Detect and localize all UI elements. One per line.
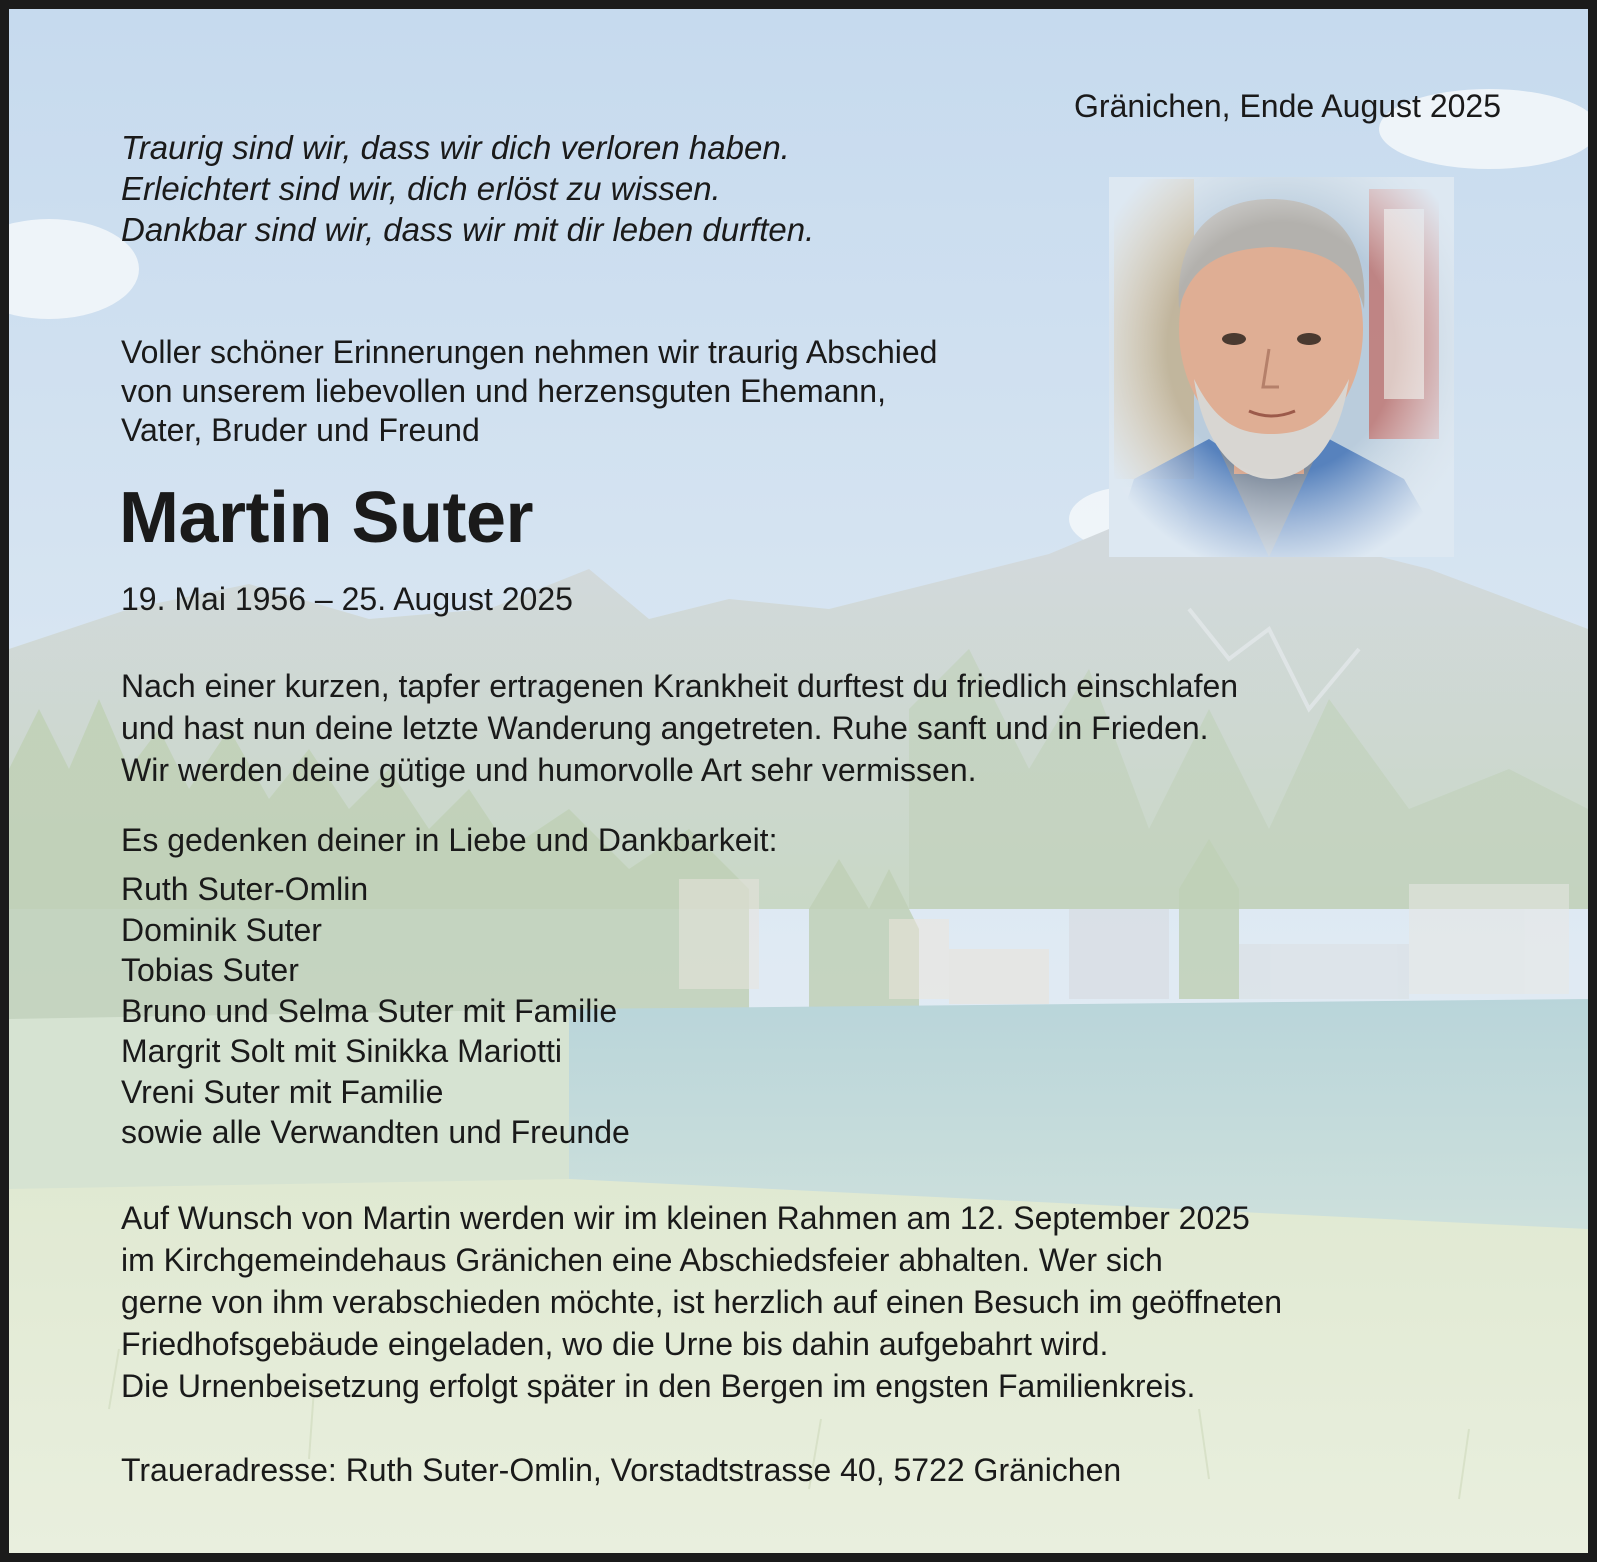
intro-line: Voller schöner Erinnerungen nehmen wir traurig Abschied: [121, 334, 938, 370]
intro-line: Vater, Bruder und Freund: [121, 412, 480, 448]
life-dates: 19. Mai 1956 – 25. August 2025: [121, 581, 573, 617]
verse-line: Traurig sind wir, dass wir dich verloren haben.: [121, 129, 790, 166]
mourner-item: Ruth Suter-Omlin: [121, 871, 369, 907]
ceremony-line: Die Urnenbeisetzung erfolgt später in den Bergen im engsten Familienkreis.: [121, 1368, 1196, 1404]
mourner-item: Dominik Suter: [121, 911, 322, 948]
deceased-name: Martin Suter: [119, 478, 534, 558]
message-line: Wir werden deine gütige und humorvolle Art sehr vermissen.: [121, 752, 977, 788]
farewell-message: [121, 665, 1521, 791]
intro-text: [121, 333, 1121, 450]
ceremony-line: Auf Wunsch von Martin werden wir im kleinen Rahmen am 12. September 2025: [121, 1200, 1250, 1236]
mourners-heading: Es gedenken deiner in Liebe und Dankbarkeit:: [121, 822, 778, 858]
ceremony-line: im Kirchgemeindehaus Gränichen eine Abschiedsfeier abhalten. Wer sich: [121, 1242, 1163, 1278]
mourners-list: [121, 869, 630, 1153]
message-line: und hast nun deine letzte Wanderung angetreten. Ruhe sanft und in Frieden.: [121, 710, 1209, 746]
ceremony-info: [121, 1197, 1282, 1407]
verse-line: Dankbar sind wir, dass wir mit dir leben durften.: [121, 211, 815, 248]
intro-line: von unserem liebevollen und herzensguten Ehemann,: [121, 373, 886, 409]
mourner-item: Margrit Solt mit Sinikka Mariotti: [121, 1033, 562, 1069]
message-line: Nach einer kurzen, tapfer ertragenen Krankheit durftest du friedlich einschlafen: [121, 668, 1239, 704]
ceremony-line: gerne von ihm verabschieden möchte, ist herzlich auf einen Besuch im geöffneten: [121, 1284, 1282, 1320]
mourning-address: Traueradresse: Ruth Suter-Omlin, Vorstadtstrasse 40, 5722 Gränichen: [121, 1452, 1122, 1488]
mourner-item: Vreni Suter mit Familie: [121, 1073, 444, 1110]
verse-line: Erleichtert sind wir, dich erlöst zu wissen.: [121, 170, 721, 207]
mourner-item: Bruno und Selma Suter mit Familie: [121, 992, 618, 1029]
verse-quote: [121, 127, 1021, 250]
mourner-item: sowie alle Verwandten und Freunde: [121, 1114, 630, 1150]
mourner-item: Tobias Suter: [121, 952, 299, 988]
ceremony-line: Friedhofsgebäude eingeladen, wo die Urne bis dahin aufgebahrt wird.: [121, 1326, 1109, 1362]
place-date: Gränichen, Ende August 2025: [1074, 88, 1501, 124]
